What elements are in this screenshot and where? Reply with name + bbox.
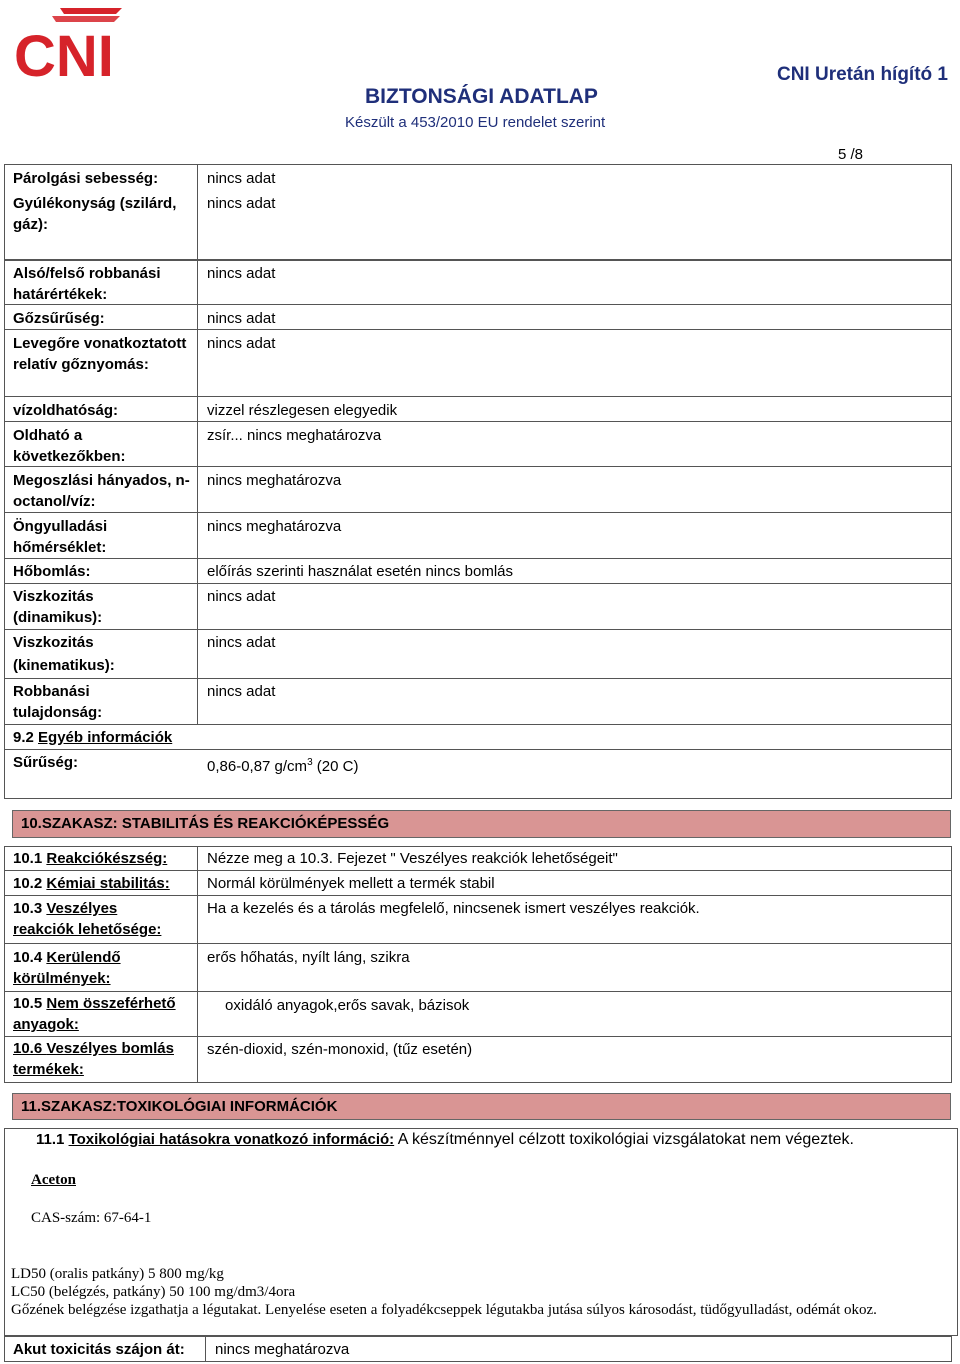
other-info-heading: 9.2 Egyéb információk bbox=[13, 729, 173, 746]
density-value: 0,86-0,87 $g/cm^3$ (20 C) bbox=[207, 757, 359, 775]
prop-value: vizzel részlegesen elegyedik bbox=[207, 402, 398, 419]
lc50-value: LC50 (belégzés, patkány) 50 100 mg/dm3/4ora bbox=[11, 1284, 296, 1300]
prop-value: nincs adat bbox=[207, 170, 276, 187]
acute-toxicity-label: Akut toxicitás szájon át: bbox=[13, 1341, 185, 1358]
stability-row-value: oxidáló anyagok,erős savak, bázisok bbox=[225, 997, 470, 1014]
stability-row-value: szén-dioxid, szén-monoxid, (tűz esetén) bbox=[207, 1041, 473, 1058]
stability-row-label: 10.4 Kerülendő körülmények: bbox=[13, 949, 121, 987]
vapour-hazard-text: Gőzének belégzése izgathatja a légutakat. Lenyelése eseten a folyadékcseppek légutakba jutása súlyos károsodást, tüdőgyulladást, odémát okoz. bbox=[11, 1302, 877, 1318]
acute-toxicity-value: nincs meghatározva bbox=[215, 1341, 350, 1358]
document-subtitle: Készült a 453/2010 EU rendelet szerint bbox=[345, 114, 606, 131]
prop-label: Megoszlási hányados, n-octanol/víz: bbox=[13, 472, 190, 510]
page-number: 5 /8 bbox=[838, 146, 864, 163]
stability-row-value: Normál körülmények mellett a termék stabil bbox=[207, 875, 495, 892]
prop-label: Párolgási sebesség: bbox=[13, 170, 159, 187]
section-10-heading: 10.SZAKASZ: STABILITÁS ÉS REAKCIÓKÉPESSÉG bbox=[12, 810, 951, 838]
prop-value: nincs adat bbox=[207, 588, 276, 605]
stability-row-label: 10.3 Veszélyes reakciók lehetősége: bbox=[13, 900, 162, 938]
prop-value: zsír... nincs meghatározva bbox=[207, 427, 382, 444]
stability-row-label: 10.2 Kémiai stabilitás: bbox=[13, 875, 170, 892]
prop-label: Levegőre vonatkoztatott relatív gőznyomás: bbox=[13, 335, 187, 373]
stability-row-label: 10.1 Reakciókészség: bbox=[13, 850, 168, 867]
prop-label: Robbanási tulajdonság: bbox=[13, 683, 103, 721]
prop-label: Hőbomlás: bbox=[13, 563, 91, 580]
prop-label-line2: (kinematikus): bbox=[13, 657, 115, 674]
company-logo bbox=[12, 6, 124, 82]
stability-row-value: erős hőhatás, nyílt láng, szikra bbox=[207, 949, 410, 966]
prop-value: nincs adat bbox=[207, 310, 276, 327]
prop-label: vízoldhatóság: bbox=[13, 402, 119, 419]
prop-label: Alsó/felső robbanási határértékek: bbox=[13, 265, 161, 303]
product-name: CNI Uretán hígító 1 bbox=[776, 64, 948, 85]
section-11-heading: 11.SZAKASZ:TOXIKOLÓGIAI INFORMÁCIÓK bbox=[12, 1093, 951, 1120]
prop-value: nincs adat bbox=[207, 335, 276, 352]
prop-label: Öngyulladási hőmérséklet: bbox=[13, 518, 108, 556]
prop-value: nincs adat bbox=[207, 634, 276, 651]
stability-row-label: 10.5 Nem összeférhető anyagok: bbox=[13, 995, 176, 1033]
cas-number: CAS-szám: 67-64-1 bbox=[31, 1210, 152, 1226]
logo-text: CNI bbox=[14, 24, 114, 82]
prop-value: nincs adat bbox=[207, 265, 276, 282]
prop-label: Gyúlékonyság (szilárd, gáz): bbox=[13, 195, 177, 233]
prop-value: nincs adat bbox=[207, 195, 276, 212]
ld50-value: LD50 (oralis patkány) 5 800 mg/kg bbox=[11, 1266, 224, 1282]
density-label: Sűrűség: bbox=[13, 754, 79, 771]
prop-value: előírás szerinti használat esetén nincs bomlás bbox=[207, 563, 513, 580]
prop-label: Viszkozitás (dinamikus): bbox=[13, 588, 103, 626]
prop-label: Oldható a következőkben: bbox=[13, 427, 126, 465]
prop-value: nincs meghatározva bbox=[207, 472, 342, 489]
prop-value: nincs adat bbox=[207, 683, 276, 700]
stability-row-label: 10.6 Veszélyes bomlás termékek: bbox=[13, 1040, 174, 1078]
prop-value: nincs meghatározva bbox=[207, 518, 342, 535]
prop-label: Viszkozitás bbox=[13, 634, 94, 651]
toxicology-subheading: 11.1 Toxikológiai hatásokra vonatkozó információ: A készítménnyel célzott toxikológiai vizsgálatokat nem végeztek. bbox=[36, 1131, 854, 1148]
substance-name: Aceton bbox=[31, 1172, 76, 1188]
stability-row-value: Nézze meg a 10.3. Fejezet " Veszélyes reakciók lehetőségeit" bbox=[207, 850, 618, 867]
prop-label: Gőzsűrűség: bbox=[13, 310, 105, 327]
document-title: BIZTONSÁGI ADATLAP bbox=[365, 85, 598, 108]
stability-row-value: Ha a kezelés és a tárolás megfelelő, nincsenek ismert veszélyes reakciók. bbox=[207, 900, 700, 917]
